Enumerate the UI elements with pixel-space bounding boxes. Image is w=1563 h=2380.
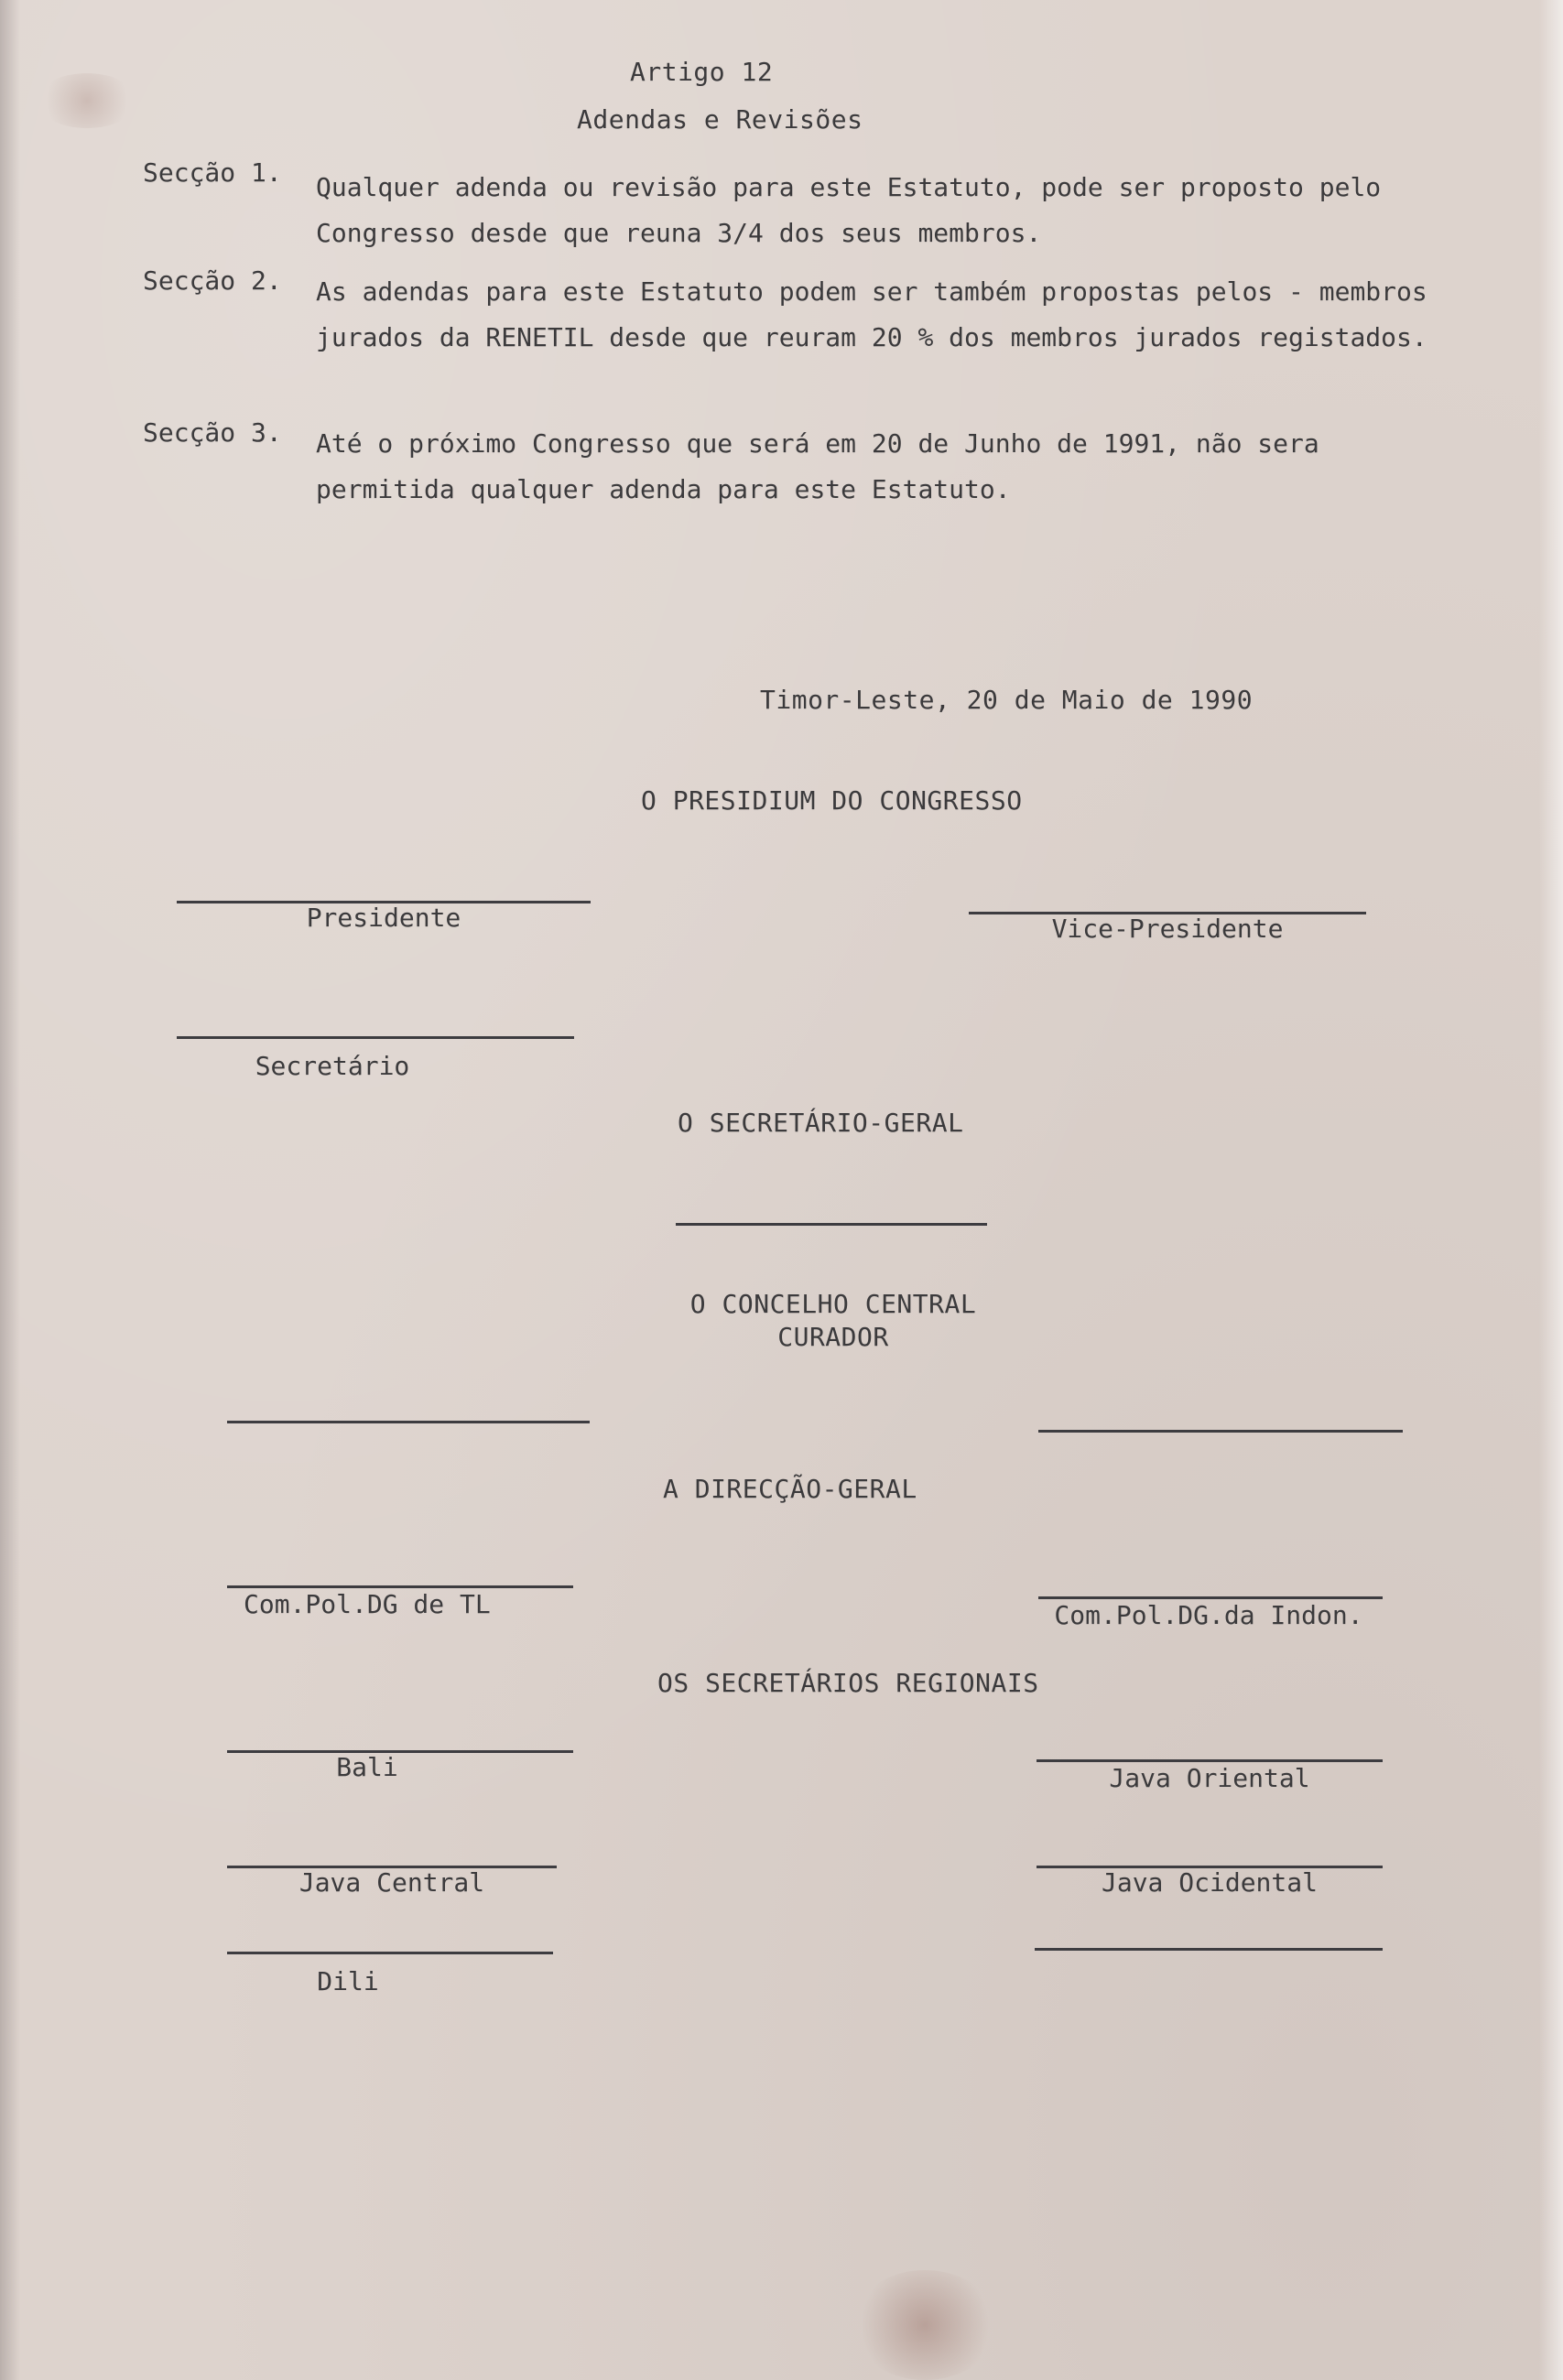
signature-label-dili: Dili (317, 1966, 379, 1996)
paper-left-edge-shadow (0, 0, 20, 2380)
signature-line-secretario (177, 1036, 574, 1039)
section-2-label: Secção 2. (143, 265, 282, 296)
heading-secretarios-regionais: OS SECRETÁRIOS REGIONAIS (657, 1668, 1039, 1698)
date-place: Timor-Leste, 20 de Maio de 1990 (760, 685, 1254, 715)
signature-line-concelho-right (1038, 1430, 1403, 1433)
paper-stain (37, 73, 137, 128)
signature-label-presidente: Presidente (306, 903, 461, 933)
signature-label-java-oriental: Java Oriental (1109, 1763, 1310, 1793)
signature-label-java-central: Java Central (298, 1867, 485, 1898)
heading-concelho-line2: CURADOR (777, 1322, 889, 1352)
heading-direccao-geral: A DIRECÇÃO-GERAL (663, 1474, 917, 1504)
heading-presidium: O PRESIDIUM DO CONGRESSO (641, 785, 1023, 816)
section-1-text: Qualquer adenda ou revisão para este Estatuto, pode ser proposto pelo Congresso desde que reuna 3/4 dos seus membros. (316, 172, 1382, 248)
article-subtitle: Adendas e Revisões (577, 104, 863, 135)
signature-line-concelho-left (227, 1421, 590, 1423)
signature-line-java-oriental (1037, 1759, 1383, 1762)
signature-line-secretario-geral (676, 1223, 987, 1226)
section-3-label: Secção 3. (143, 417, 282, 448)
paper-stain (852, 2270, 998, 2380)
paper-right-edge-highlight (1539, 0, 1563, 2380)
section-3-text: Até o próximo Congresso que será em 20 de Junho de 1991, não sera permitida qualquer adenda para este Estatuto. (316, 428, 1319, 504)
signature-label-secretario: Secretário (255, 1051, 410, 1081)
signature-label-bali: Bali (336, 1752, 398, 1782)
signature-line-regional-right (1035, 1948, 1383, 1951)
signature-label-compol-tl: Com.Pol.DG de TL (244, 1589, 491, 1619)
heading-secretario-geral: O SECRETÁRIO-GERAL (678, 1108, 964, 1138)
section-1-label: Secção 1. (143, 157, 282, 188)
article-title: Artigo 12 (630, 57, 774, 87)
signature-label-compol-indon: Com.Pol.DG.da Indon. (1054, 1600, 1363, 1630)
signature-line-compol-indon (1038, 1596, 1383, 1599)
signature-line-dili (227, 1952, 553, 1954)
signature-label-java-ocidental: Java Ocidental (1101, 1867, 1318, 1898)
section-2-text: As adendas para este Estatuto podem ser também propostas pelos - membros jurados da RENETIL desde que reuram 20 % dos membros jurados registados. (316, 276, 1427, 352)
signature-label-vice-presidente: Vice-Presidente (1051, 914, 1284, 944)
signature-line-compol-tl (227, 1585, 573, 1588)
heading-concelho-line1: O CONCELHO CENTRAL (689, 1289, 977, 1319)
